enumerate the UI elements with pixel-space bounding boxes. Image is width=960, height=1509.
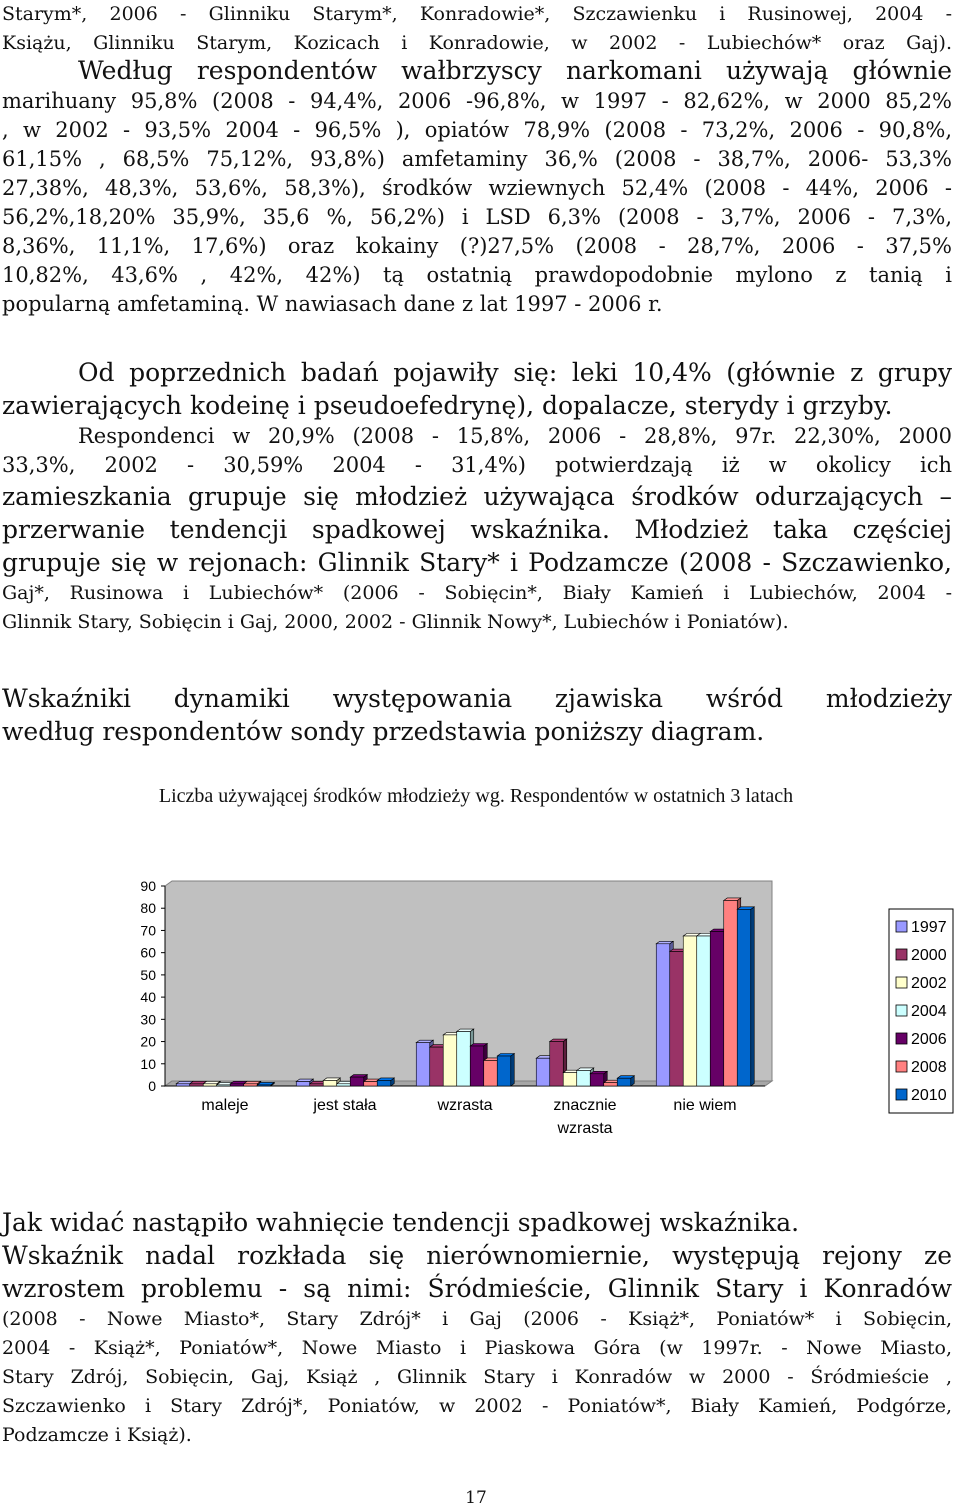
- text-line: 33,3%, 2002 - 30,59% 2004 - 31,4%) potwierdzają iż w okolicy ich: [2, 453, 952, 477]
- bar-front: [350, 1077, 364, 1086]
- bar-front: [230, 1084, 244, 1086]
- text-line: Wskaźniki dynamiki występowania zjawiska wśród młodzieży: [2, 684, 952, 713]
- bar-front: [190, 1084, 204, 1086]
- bar-side: [511, 1054, 515, 1087]
- text-line: zawierających kodeinę i pseudoefedrynę), dopalacze, sterydy i grzyby.: [2, 391, 893, 420]
- text-line: Gaj*, Rusinowa i Lubiechów* (2006 - Sobięcin*, Biały Kamień i Lubiechów, 2004 -: [2, 582, 952, 604]
- bar-chart: [0, 860, 960, 1160]
- bar-front: [670, 952, 684, 1086]
- y-tick-label: 30: [140, 1011, 156, 1028]
- text-line: Szczawienko i Stary Zdrój*, Poniatów, w 2002 - Poniatów*, Biały Kamień, Podgórze,: [2, 1395, 952, 1417]
- text-line: 27,38%, 48,3%, 53,6%, 58,3%), środków wziewnych 52,4% (2008 - 44%, 2006 -: [2, 176, 952, 200]
- text-line: Stary Zdrój, Sobięcin, Gaj, Książ , Glinnik Stary i Konradów w 2000 - Śródmieście ,: [2, 1366, 952, 1388]
- bar-front: [217, 1085, 231, 1086]
- text-line: Jak widać nastąpiło wahnięcie tendencji spadkowej wskaźnika.: [2, 1208, 800, 1237]
- legend-swatch: [896, 1089, 907, 1100]
- y-tick-label: 90: [140, 878, 156, 894]
- legend-label: 2004: [911, 1003, 947, 1020]
- new-substances-paragraph: [2, 356, 952, 422]
- y-tick-label: 60: [140, 944, 156, 961]
- bar-side: [751, 907, 755, 1086]
- bar-top: [724, 898, 741, 901]
- bar-front: [176, 1084, 190, 1086]
- chart-intro-paragraph: [2, 682, 952, 748]
- legend-swatch: [896, 1005, 907, 1016]
- bar-top: [656, 941, 673, 944]
- bar-top: [203, 1081, 220, 1084]
- bar-front: [683, 936, 697, 1086]
- x-tick-label: wzrasta: [437, 1097, 493, 1114]
- x-tick-label: nie wiem: [673, 1097, 737, 1114]
- bar-top: [497, 1054, 514, 1057]
- y-tick-label: 0: [148, 1078, 156, 1094]
- x-tick-label: maleje: [201, 1097, 249, 1114]
- legend-label: 2000: [911, 947, 947, 964]
- text-line: wzrostem problemu - są nimi: Śródmieście, Glinnik Stary i Konradów: [2, 1274, 952, 1303]
- conclusion-paragraph: [2, 1206, 952, 1450]
- bar-top: [377, 1078, 394, 1081]
- bar-front: [697, 936, 711, 1086]
- y-tick-label: 10: [140, 1055, 156, 1072]
- text-line: Książu, Glinniku Starym, Kozicach i Konradowie, w 2002 - Lubiechów* oraz Gaj).: [2, 32, 952, 54]
- chart-bar: [737, 907, 754, 1086]
- y-tick-label: 40: [140, 989, 156, 1006]
- bar-top: [590, 1071, 607, 1074]
- bar-front: [563, 1073, 577, 1086]
- bar-top: [617, 1076, 634, 1079]
- text-line: 2004 - Książ*, Poniatów*, Nowe Miasto i Piaskowa Góra (w 1997r. - Nowe Miasto,: [2, 1337, 952, 1359]
- bar-front: [323, 1080, 337, 1086]
- x-tick-label: wzrasta: [557, 1120, 613, 1137]
- text-line: 61,15% , 68,5% 75,12%, 93,8%) amfetaminy 36,% (2008 - 38,7%, 2006- 53,3%: [2, 147, 952, 171]
- x-tick-label: jest stała: [313, 1097, 377, 1114]
- drugs-paragraph: [2, 54, 952, 319]
- page-number: 17: [465, 1488, 487, 1508]
- chart-legend: [889, 909, 953, 1113]
- bar-front: [656, 944, 670, 1086]
- text-line: Podzamcze i Książ).: [2, 1424, 192, 1446]
- legend-swatch: [896, 921, 907, 932]
- bar-front: [203, 1084, 217, 1086]
- text-line: według respondentów sondy przedstawia poniższy diagram.: [2, 717, 765, 746]
- y-tick-label: 20: [140, 1033, 156, 1050]
- text-line: marihuany 95,8% (2008 - 94,4%, 2006 -96,8%, w 1997 - 82,62%, w 2000 85,2%: [2, 89, 952, 113]
- y-tick-label: 80: [140, 900, 156, 917]
- intro-paragraph: [2, 0, 952, 58]
- bar-front: [737, 909, 751, 1086]
- y-tick-label: 50: [140, 966, 156, 983]
- text-line: Glinnik Stary, Sobięcin i Gaj, 2000, 2002 - Glinnik Nowy*, Lubiechów i Poniatów).: [2, 611, 789, 633]
- legend-label: 1997: [911, 919, 947, 936]
- text-line: 10,82%, 43,6% , 42%, 42%) tą ostatnią prawdopodobnie mylono z tanią i: [2, 263, 952, 287]
- chart-bar: [377, 1078, 394, 1086]
- legend-swatch: [896, 949, 907, 960]
- y-tick-label: 70: [140, 922, 156, 939]
- bar-front: [443, 1035, 457, 1086]
- bar-top: [244, 1081, 261, 1084]
- bar-front: [536, 1058, 550, 1086]
- groups-paragraph: [2, 422, 952, 637]
- legend-label: 2008: [911, 1059, 947, 1076]
- text-line: , w 2002 - 93,5% 2004 - 96,5% ), opiatów 78,9% (2008 - 73,2%, 2006 - 90,8%,: [2, 118, 952, 142]
- legend-swatch: [896, 1033, 907, 1044]
- text-line: 8,36%, 11,1%, 17,6%) oraz kokainy (?)27,5% (2008 - 28,7%, 2006 - 37,5%: [2, 234, 952, 258]
- bar-front: [457, 1032, 471, 1086]
- bar-top: [296, 1079, 313, 1082]
- legend-label: 2010: [911, 1087, 947, 1104]
- bar-front: [550, 1042, 564, 1086]
- text-line: zamieszkania grupuje się młodzież używająca środków odurzających –: [2, 482, 952, 511]
- chart-bar: [257, 1082, 274, 1086]
- x-tick-label: znacznie: [553, 1097, 617, 1114]
- bar-front: [257, 1085, 271, 1086]
- bar-front: [497, 1056, 511, 1086]
- bar-top: [470, 1044, 487, 1047]
- bar-top: [577, 1068, 594, 1071]
- bar-top: [257, 1082, 274, 1085]
- legend-label: 2002: [911, 975, 947, 992]
- bar-top: [550, 1039, 567, 1042]
- bar-front: [604, 1083, 618, 1086]
- text-line: Starym*, 2006 - Glinniku Starym*, Konradowie*, Szczawienku i Rusinowej, 2004 -: [2, 3, 952, 25]
- legend-swatch: [896, 977, 907, 988]
- bar-front: [430, 1047, 444, 1086]
- bar-front: [310, 1084, 324, 1086]
- bar-top: [350, 1075, 367, 1078]
- chart-title: Liczba używającej środków młodzieży wg. Respondentów w ostatnich 3 latach: [158, 785, 794, 807]
- chart-bar: [497, 1054, 514, 1087]
- text-line: Respondenci w 20,9% (2008 - 15,8%, 2006 - 28,8%, 97r. 22,30%, 2000: [78, 424, 952, 448]
- legend-swatch: [896, 1061, 907, 1072]
- bar-front: [377, 1080, 391, 1086]
- bar-top: [323, 1078, 340, 1081]
- text-line: Według respondentów wałbrzyscy narkomani używają głównie: [78, 56, 952, 85]
- bar-front: [710, 932, 724, 1086]
- text-line: przerwanie tendencji spadkowej wskaźnika. Młodzież taka częściej: [2, 515, 952, 544]
- bar-front: [617, 1078, 631, 1086]
- text-line: grupuje się w rejonach: Glinnik Stary* i Podzamcze (2008 - Szczawienko,: [2, 548, 952, 577]
- bar-front: [470, 1046, 484, 1086]
- chart-bar: [617, 1076, 634, 1086]
- bar-front: [577, 1070, 591, 1086]
- legend-label: 2006: [911, 1031, 947, 1048]
- bar-top: [416, 1040, 433, 1043]
- text-line: popularną amfetaminą. W nawiasach dane z lat 1997 - 2006 r.: [2, 292, 663, 316]
- bar-front: [724, 900, 738, 1086]
- bar-top: [457, 1029, 474, 1032]
- text-line: Wskaźnik nadal rozkłada się nierównomiernie, występują rejony ze: [2, 1241, 952, 1270]
- bar-front: [337, 1084, 351, 1086]
- text-line: (2008 - Nowe Miasto*, Stary Zdrój* i Gaj (2006 - Książ*, Poniatów* i Sobięcin,: [2, 1308, 952, 1330]
- bar-front: [484, 1060, 498, 1086]
- text-line: Od poprzednich badań pojawiły się: leki 10,4% (głównie z grupy: [78, 358, 952, 387]
- bar-front: [364, 1082, 378, 1086]
- text-line: 56,2%,18,20% 35,9%, 35,6 %, 56,2%) i LSD 6,3% (2008 - 3,7%, 2006 - 7,3%,: [2, 205, 952, 229]
- bar-front: [590, 1074, 604, 1086]
- bar-front: [244, 1084, 258, 1086]
- bar-front: [416, 1043, 430, 1086]
- bar-front: [296, 1082, 310, 1086]
- bar-top: [737, 907, 754, 910]
